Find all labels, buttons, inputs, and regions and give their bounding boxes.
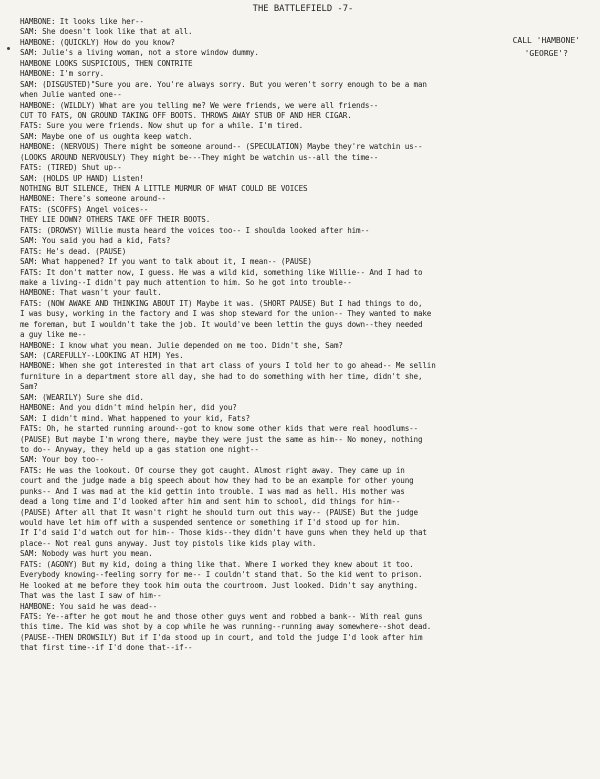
script-line: That was the last I saw of him-- xyxy=(20,591,162,601)
script-line: SAM: I didn't mind. What happened to your kid, Fats? xyxy=(20,413,250,423)
script-line: HAMBONE: That wasn't your fault. xyxy=(20,288,162,298)
script-line: that first time--if I'd done that--if-- xyxy=(20,643,193,653)
script-line: place-- Not real guns anyway. Just toy pistols like kids play with. xyxy=(20,538,317,548)
script-line: SAM: (WEARILY) Sure she did. xyxy=(20,392,144,402)
script-line: SAM: You said you had a kid, Fats? xyxy=(20,236,171,246)
script-line: HAMBONE: And you didn't mind helpin her, did you? xyxy=(20,403,237,413)
script-line: to do-- Anyway, they held up a gas station one night-- xyxy=(20,444,259,454)
margin-note-line: CALL 'HAMBONE' xyxy=(512,36,580,45)
script-line: NOTHING BUT SILENCE, THEN A LITTLE MURMUR OF WHAT COULD BE VOICES xyxy=(20,184,308,193)
script-line: HAMBONE: It looks like her-- xyxy=(20,17,144,26)
script-line: FATS: Sure you were friends. Now shut up for a while. I'm tired. xyxy=(20,121,303,131)
script-line: punks-- And I was mad at the kid gettin into trouble. I was mad as hell. His mother was xyxy=(20,486,405,496)
script-line: when Julie wanted one-- xyxy=(20,90,122,100)
script-line: me foreman, but I wouldn't take the job. It would've been lettin the guys down--they needed xyxy=(20,319,423,329)
script-line: FATS: Ye--after he got mout he and those other guys went and robbed a bank-- With real guns xyxy=(20,611,423,621)
script-line: court and the judge made a big speech about how they had to be an example for other young xyxy=(20,476,414,486)
script-line: FATS: It don't matter now, I guess. He was a wild kid, something like Willie-- And I had to xyxy=(20,267,423,277)
script-line: FATS: Oh, he started running around--got to know some other kids that were real hoodlums-- xyxy=(20,424,418,434)
script-line: FATS: He's dead. (PAUSE) xyxy=(20,246,127,256)
script-line: make a living--I didn't pay much attention to him. So he got into trouble-- xyxy=(20,277,352,287)
script-line: Sam? xyxy=(20,382,38,392)
script-line: SAM: Nobody was hurt you mean. xyxy=(20,549,153,559)
script-line: SAM: What happened? If you want to talk about it, I mean-- (PAUSE) xyxy=(20,257,312,267)
script-line: SAM: (HOLDS UP HAND) Listen! xyxy=(20,173,144,183)
ink-mark xyxy=(7,47,10,50)
script-line: (LOOKS AROUND NERVOUSLY) They might be---They might be watchin us--all the time-- xyxy=(20,152,379,162)
script-line: (PAUSE--THEN DROWSILY) But if I'da stood up in court, and told the judge I'd look after him xyxy=(20,632,423,642)
script-line: HAMBONE: I'm sorry. xyxy=(20,69,105,79)
script-line: SAM: She doesn't look like that at all. xyxy=(20,27,193,37)
page-header: THE BATTLEFIELD -7- xyxy=(252,4,354,14)
script-line: SAM: Maybe one of us oughta keep watch. xyxy=(20,131,193,141)
script-line: furniture in a department store all day, she had to do something with her time, didn't she, xyxy=(20,371,423,381)
script-line: HAMBONE: There's someone around-- xyxy=(20,194,166,204)
script-line: FATS: (DROWSY) Willie musta heard the voices too-- I shoulda looked after him-- xyxy=(20,225,370,235)
script-line: a guy like me-- xyxy=(20,330,87,340)
script-line: HAMBONE: When she got interested in that art class of yours I told her to go ahead-- Me sellin xyxy=(20,361,436,371)
script-line: FATS: (AGONY) But my kid, doing a thing like that. Where I worked they knew about it too. xyxy=(20,559,414,569)
script-line: THEY LIE DOWN? OTHERS TAKE OFF THEIR BOOTS. xyxy=(20,215,211,225)
script-line: SAM: Your boy too-- xyxy=(20,455,105,465)
margin-note xyxy=(513,34,580,60)
script-line: I was busy, working in the factory and I was shop steward for the union-- They wanted to make xyxy=(20,309,432,319)
script-line: (PAUSE) After all that It wasn't right he should turn out this way-- (PAUSE) But the judge xyxy=(20,507,418,517)
margin-note-line: 'GEORGE'? xyxy=(524,49,568,58)
script-line: FATS: (TIRED) Shut up-- xyxy=(20,163,122,173)
script-body xyxy=(20,17,586,654)
script-line: If I'd said I'd watch out for him-- Those kids--they didn't have guns when they held up that xyxy=(20,528,427,538)
script-line: FATS: (SCOFFS) Angel voices-- xyxy=(20,204,149,214)
script-line: HAMBONE: (WILDLY) What are you telling me? We were friends, we were all friends-- xyxy=(20,100,379,110)
script-line: HAMBONE: (QUICKLY) How do you know? xyxy=(20,37,175,47)
script-line: He looked at me before they took him outa the courtroom. Just looked. Didn't say anything. xyxy=(20,580,418,590)
script-line: dead a long time and I'd looked after him and sent him to school, did things for him-- xyxy=(20,497,401,507)
script-line: HAMBONE: I know what you mean. Julie depended on me too. Didn't she, Sam? xyxy=(20,340,343,350)
script-line: CUT TO FATS, ON GROUND TAKING OFF BOOTS. THROWS AWAY STUB OF AND HER CIGAR. xyxy=(20,110,352,120)
script-line: HAMBONE: (NERVOUS) There might be someone around-- (SPECULATION) Maybe they're watchin us-- xyxy=(20,142,423,152)
script-line: HAMBONE: You said he was dead-- xyxy=(20,601,158,611)
script-line: (PAUSE) But maybe I'm wrong there, maybe they were just the same as him-- No money, nothing xyxy=(20,434,423,444)
script-line: this time. The kid was shot by a cop while he was running--running away somewhere--shot dead. xyxy=(20,622,432,632)
script-line: FATS: (NOW AWAKE AND THINKING ABOUT IT) Maybe it was. (SHORT PAUSE) But I had things to do, xyxy=(20,298,423,308)
script-line: would have let him off with a suspended sentence or something if I'd stood up for him. xyxy=(20,518,401,527)
script-line: SAM: Julie's a living woman, not a store window dummy. xyxy=(20,48,259,58)
script-line: Everybody knowing--feeling sorry for me-- I couldn't stand that. So the kid went to prison. xyxy=(20,570,423,580)
script-line: SAM: (CAREFULLY--LOOKING AT HIM) Yes. xyxy=(20,351,184,360)
script-line: FATS: He was the lookout. Of course they got caught. Almost right away. They came up in xyxy=(20,465,405,475)
script-line: SAM: (DISGUSTED)"Sure you are. You're always sorry. But you weren't sorry enough to be a man xyxy=(20,79,427,89)
script-line: HAMBONE LOOKS SUSPICIOUS, THEN CONTRITE xyxy=(20,58,193,68)
